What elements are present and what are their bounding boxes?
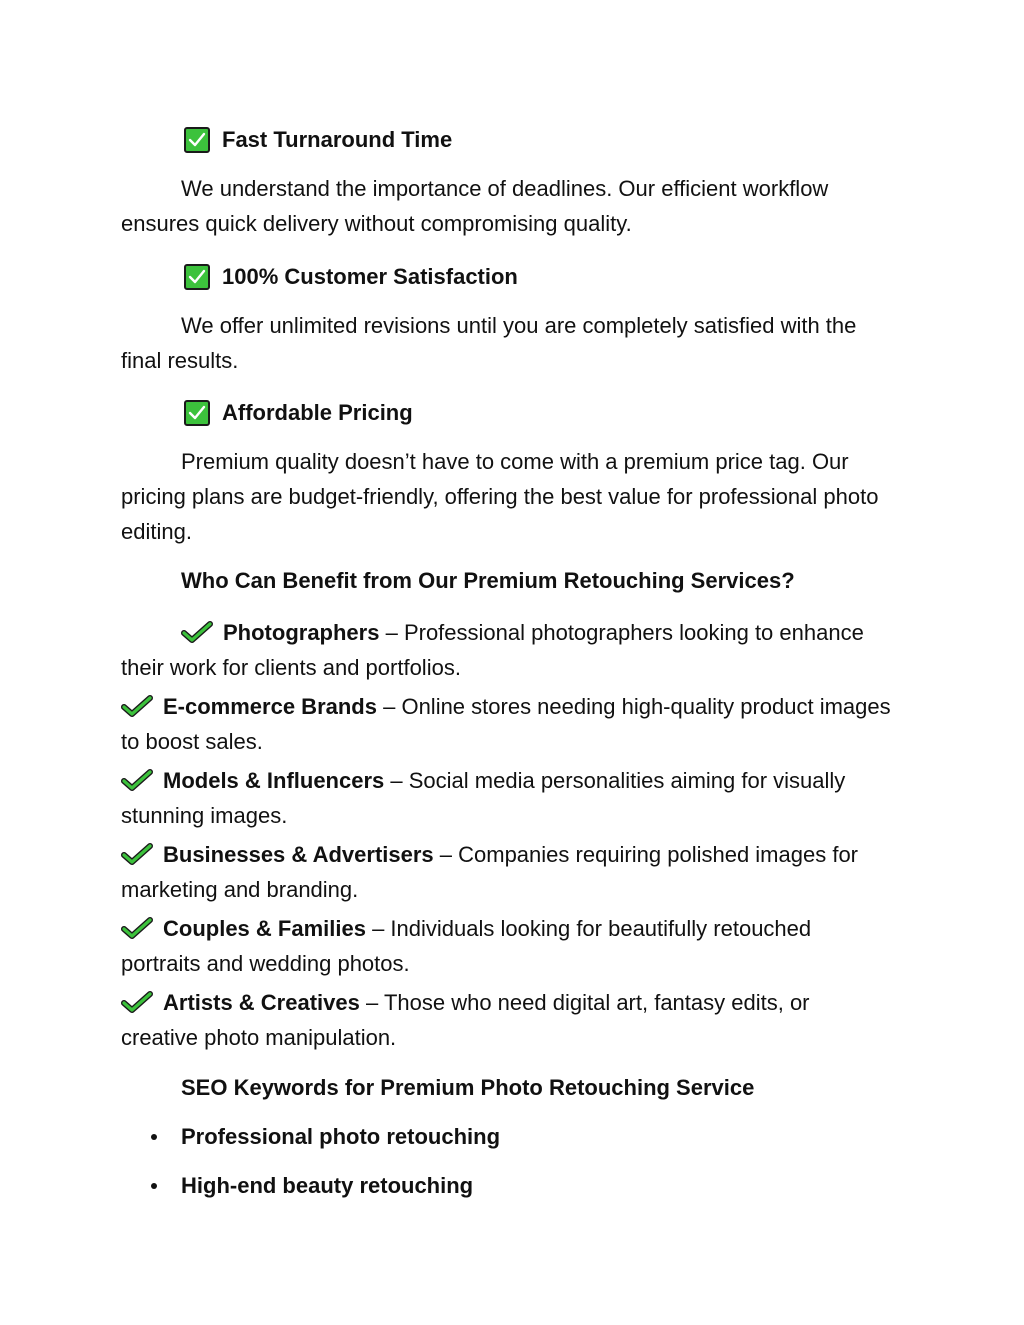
who-item-text: Social media personalities aiming for visually stunning images.	[121, 768, 846, 828]
who-item-title: Artists & Creatives	[163, 990, 360, 1015]
bullet-icon	[151, 1134, 157, 1140]
checkbox-check-icon	[184, 400, 210, 426]
who-item-text: Professional photographers looking to enhance their work for clients and portfolios.	[121, 620, 864, 680]
who-item-title: Models & Influencers	[163, 768, 385, 793]
who-section-heading: Who Can Benefit from Our Premium Retouching Services?	[181, 568, 795, 593]
who-item-text: Online stores needing high-quality product images to boost sales.	[121, 694, 891, 754]
separator: –	[384, 768, 409, 793]
separator: –	[376, 694, 402, 719]
who-item	[121, 763, 891, 833]
who-item-title: E-commerce Brands	[163, 694, 377, 719]
separator: –	[379, 620, 404, 645]
feature-title: Fast Turnaround Time	[222, 127, 453, 152]
who-item-title: Photographers	[223, 620, 380, 645]
green-check-icon	[121, 917, 153, 939]
feature-title: 100% Customer Satisfaction	[222, 264, 518, 289]
seo-section-heading: SEO Keywords for Premium Photo Retouching Service	[181, 1075, 755, 1100]
who-item	[121, 615, 891, 685]
green-check-icon	[121, 695, 153, 717]
feature-description: We offer unlimited revisions until you are completely satisfied with the final results.	[121, 313, 857, 373]
who-item-title: Businesses & Advertisers	[163, 842, 434, 867]
separator: –	[365, 916, 391, 941]
separator: –	[433, 842, 459, 867]
who-item-text: Those who need digital art, fantasy edits, or creative photo manipulation.	[121, 990, 810, 1050]
who-item	[121, 985, 891, 1055]
seo-keyword: Professional photo retouching	[181, 1124, 501, 1149]
feature-heading	[184, 259, 518, 294]
who-item	[121, 689, 891, 759]
seo-keyword: High-end beauty retouching	[181, 1173, 474, 1198]
who-item-text: Individuals looking for beautifully retouched portraits and wedding photos.	[121, 916, 812, 976]
checkbox-check-icon	[184, 264, 210, 290]
who-item	[121, 837, 891, 907]
feature-description: Premium quality doesn’t have to come with a premium price tag. Our pricing plans are budget-friendly, offering the best value for professional photo editing.	[121, 449, 879, 544]
feature-description: We understand the importance of deadlines. Our efficient workflow ensures quick delivery without compromising quality.	[121, 176, 829, 236]
green-check-icon	[121, 843, 153, 865]
green-check-icon	[121, 769, 153, 791]
feature-heading	[184, 395, 413, 430]
green-check-icon	[121, 991, 153, 1013]
separator: –	[359, 990, 384, 1015]
green-check-icon	[181, 621, 213, 643]
who-item-text: Companies requiring polished images for marketing and branding.	[121, 842, 859, 902]
feature-heading	[184, 122, 452, 157]
who-item-title: Couples & Families	[163, 916, 366, 941]
who-item	[121, 911, 891, 981]
bullet-icon	[151, 1183, 157, 1189]
feature-title: Affordable Pricing	[222, 400, 413, 425]
checkbox-check-icon	[184, 127, 210, 153]
